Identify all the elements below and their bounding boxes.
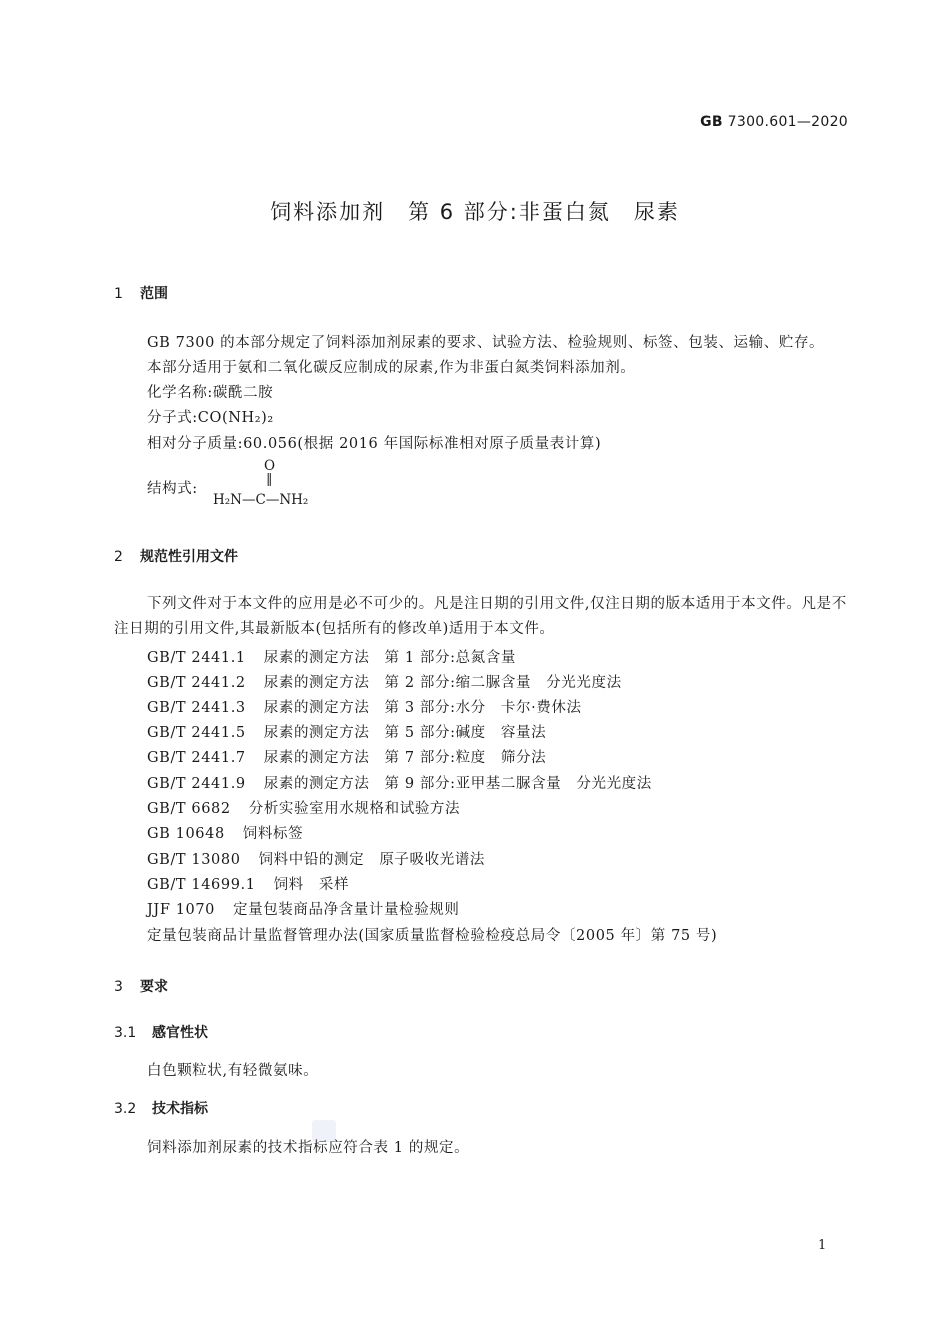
subsection-title: 感官性状	[152, 1025, 208, 1041]
structure-chain: H₂N—C—NH₂	[213, 492, 309, 508]
reference-item	[147, 873, 349, 894]
reference-code: GB/T 2441.2	[147, 675, 246, 691]
reference-code: GB/T 14699.1	[147, 877, 256, 893]
section-title: 规范性引用文件	[140, 549, 238, 565]
reference-item	[147, 772, 652, 793]
reference-title: 尿素的测定方法 第 3 部分:水分 卡尔·费休法	[263, 700, 582, 716]
reference-title: 尿素的测定方法 第 2 部分:缩二脲含量 分光光度法	[263, 675, 622, 691]
reference-title: 饲料标签	[242, 826, 304, 842]
reference-title: 尿素的测定方法 第 1 部分:总氮含量	[263, 650, 516, 666]
reference-code: GB/T 2441.7	[147, 750, 246, 766]
sensory-text: 白色颗粒状,有轻微氨味。	[147, 1063, 319, 1079]
section-number: 2	[114, 549, 123, 565]
page-number: 1	[818, 1238, 827, 1253]
standard-number	[700, 114, 848, 130]
standard-code: 7300.601—2020	[727, 114, 848, 130]
molecular-mass: 相对分子质量:60.056(根据 2016 年国际标准相对原子质量表计算)	[147, 436, 602, 452]
reference-title: 饲料中铅的测定 原子吸收光谱法	[258, 852, 486, 868]
reference-code: GB/T 6682	[147, 801, 231, 817]
section-title: 范围	[140, 286, 168, 302]
reference-title: 尿素的测定方法 第 5 部分:碱度 容量法	[263, 725, 547, 741]
section-number: 1	[114, 286, 123, 302]
structural-formula	[213, 458, 343, 514]
section-2-heading	[114, 546, 238, 566]
reference-code: GB/T 2441.5	[147, 725, 246, 741]
section-3-heading	[114, 976, 168, 996]
reference-title: 饲料 采样	[273, 877, 350, 893]
reference-item	[147, 797, 460, 818]
section-number: 3	[114, 979, 123, 995]
scope-paragraph-1: GB 7300 的本部分规定了饲料添加剂尿素的要求、试验方法、检验规则、标签、包装、运输、贮存。	[147, 335, 825, 351]
section-title: 要求	[140, 979, 168, 995]
subsection-number: 3.1	[114, 1025, 137, 1041]
reference-code: GB/T 2441.9	[147, 776, 246, 792]
standard-prefix: GB	[700, 114, 723, 130]
reference-item	[147, 721, 546, 742]
reference-item	[147, 898, 460, 919]
section-1-heading	[114, 283, 168, 303]
reference-item: 定量包装商品计量监督管理办法(国家质量监督检验检疫总局令〔2005 年〕第 75 号)	[147, 928, 718, 944]
molecular-formula: 分子式:CO(NH₂)₂	[147, 410, 274, 426]
structure-label: 结构式:	[147, 481, 198, 497]
reference-item	[147, 822, 303, 843]
reference-code: GB/T 13080	[147, 852, 241, 868]
reference-item	[147, 746, 546, 767]
document-title: 饲料添加剂 第 6 部分:非蛋白氮 尿素	[270, 200, 680, 224]
subsection-title: 技术指标	[152, 1101, 208, 1117]
reference-code: GB/T 2441.1	[147, 650, 246, 666]
reference-item	[147, 848, 485, 869]
reference-title: 定量包装商品净含量计量检验规则	[233, 902, 460, 918]
reference-title: 尿素的测定方法 第 7 部分:粒度 筛分法	[263, 750, 547, 766]
reference-title: 尿素的测定方法 第 9 部分:亚甲基二脲含量 分光光度法	[263, 776, 652, 792]
structure-double-bond: ‖	[266, 472, 273, 487]
reference-code: GB/T 2441.3	[147, 700, 246, 716]
reference-item	[147, 696, 582, 717]
reference-title: 分析实验室用水规格和试验方法	[248, 801, 461, 817]
subsection-3-1-heading	[114, 1022, 208, 1042]
reference-code: GB 10648	[147, 826, 225, 842]
reference-item	[147, 671, 622, 692]
subsection-number: 3.2	[114, 1101, 137, 1117]
technical-index-text: 饲料添加剂尿素的技术指标应符合表 1 的规定。	[147, 1140, 470, 1156]
subsection-3-2-heading	[114, 1098, 208, 1118]
structure-oxygen: O	[264, 458, 276, 474]
chemical-name: 化学名称:碳酰二胺	[147, 385, 274, 401]
scope-paragraph-2: 本部分适用于氨和二氧化碳反应制成的尿素,作为非蛋白氮类饲料添加剂。	[147, 360, 636, 376]
reference-code: JJF 1070	[147, 902, 215, 918]
normative-intro: 下列文件对于本文件的应用是必不可少的。凡是注日期的引用文件,仅注日期的版本适用于本文件。凡是不注日期的引用文件,其最新版本(包括所有的修改单)适用于本文件。	[114, 596, 847, 637]
reference-item	[147, 646, 516, 667]
